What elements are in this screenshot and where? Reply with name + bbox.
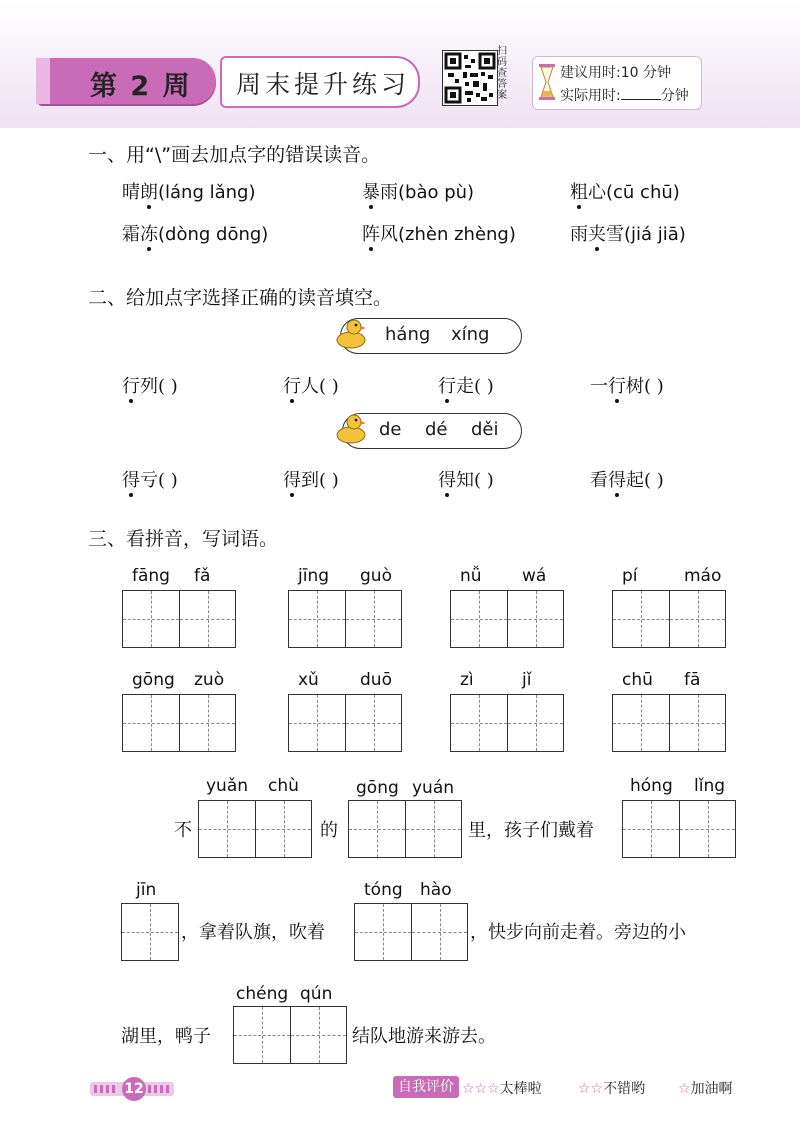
pinyin-label: jǐ bbox=[522, 670, 532, 690]
passage-text: 湖里，鸭子 bbox=[121, 1026, 211, 1047]
pinyin-label: yuǎn bbox=[206, 776, 249, 796]
pinyin-label: hào bbox=[420, 880, 452, 900]
s2-row2-item2[interactable]: 得到( ) bbox=[283, 470, 339, 491]
s2-row1-item2[interactable]: 行人( ) bbox=[283, 376, 339, 397]
option-dei: děi bbox=[471, 419, 499, 440]
writing-grid[interactable] bbox=[288, 694, 402, 752]
rating-good[interactable]: ☆☆不错哟 bbox=[578, 1081, 646, 1097]
s2-row2-item4[interactable]: 看得起( ) bbox=[590, 470, 664, 491]
option-hang: háng bbox=[385, 324, 431, 345]
star-icon: ☆☆ bbox=[578, 1081, 604, 1097]
pinyin-label: duō bbox=[360, 670, 392, 690]
writing-grid[interactable] bbox=[233, 1006, 347, 1064]
self-eval-label: 自我评价 bbox=[393, 1076, 459, 1098]
pinyin-label: guò bbox=[360, 566, 392, 586]
passage-text: 不 bbox=[174, 820, 192, 841]
writing-grid[interactable] bbox=[612, 694, 726, 752]
actual-time-blank[interactable] bbox=[621, 87, 661, 100]
passage-text: 结队地游来游去。 bbox=[352, 1026, 496, 1047]
option-xing: xíng bbox=[451, 324, 490, 345]
pinyin-label: pí bbox=[622, 566, 638, 586]
week-stripe bbox=[36, 58, 50, 104]
writing-grid[interactable] bbox=[288, 590, 402, 648]
writing-grid[interactable] bbox=[122, 590, 236, 648]
pinyin-label: fǎ bbox=[194, 566, 211, 586]
s1-item[interactable]: 暴雨(bào pù) bbox=[362, 182, 475, 203]
writing-grid[interactable] bbox=[122, 694, 236, 752]
passage-text: ，快步向前走着。旁边的小 bbox=[470, 922, 686, 943]
pinyin-label: chū bbox=[622, 670, 653, 690]
option-de2: dé bbox=[425, 419, 448, 440]
qr-label: 扫码查答案 bbox=[497, 46, 507, 101]
passage-text: ，拿着队旗，吹着 bbox=[181, 922, 325, 943]
pinyin-label: xǔ bbox=[298, 670, 319, 690]
s2-row2-item3[interactable]: 得知( ) bbox=[438, 470, 494, 491]
writing-grid[interactable] bbox=[450, 590, 564, 648]
pinyin-label: gōng bbox=[132, 670, 175, 690]
suggested-time: 建议用时:10 分钟 bbox=[560, 65, 671, 81]
pinyin-label: jīng bbox=[298, 566, 330, 586]
pinyin-label: qún bbox=[300, 984, 333, 1004]
pinyin-label: chù bbox=[268, 776, 299, 796]
week-tab bbox=[38, 58, 216, 104]
s2-row1-item4[interactable]: 一行树( ) bbox=[590, 376, 664, 397]
s1-item[interactable]: 雨夹雪(jiá jiā) bbox=[570, 224, 686, 245]
option-de: de bbox=[379, 419, 402, 440]
s2-row2-item1[interactable]: 得亏( ) bbox=[122, 470, 178, 491]
options-pill-2 bbox=[342, 413, 522, 449]
title-box bbox=[220, 56, 420, 108]
writing-grid[interactable] bbox=[348, 800, 462, 858]
pinyin-label: máo bbox=[684, 566, 722, 586]
pinyin-label: yuán bbox=[412, 778, 455, 798]
s2-row1-item3[interactable]: 行走( ) bbox=[438, 376, 494, 397]
s1-item[interactable]: 霜冻(dòng dōng) bbox=[122, 224, 269, 245]
week-label: 第 2 周 bbox=[90, 71, 192, 102]
section2-heading: 二、给加点字选择正确的读音填空。 bbox=[88, 287, 393, 309]
writing-grid[interactable] bbox=[450, 694, 564, 752]
s1-item[interactable]: 粗心(cū chū) bbox=[570, 182, 680, 203]
duck-icon bbox=[334, 316, 368, 350]
pinyin-label: nǚ bbox=[460, 566, 482, 586]
s2-row1-item1[interactable]: 行列( ) bbox=[122, 376, 178, 397]
pinyin-label: lǐng bbox=[694, 776, 726, 796]
actual-time: 实际用时: 分钟 bbox=[560, 88, 689, 104]
pinyin-label: zì bbox=[460, 670, 474, 690]
writing-grid[interactable] bbox=[198, 800, 312, 858]
page-title: 周末提升练习 bbox=[236, 70, 411, 99]
writing-grid[interactable] bbox=[121, 903, 179, 961]
writing-grid[interactable] bbox=[622, 800, 736, 858]
pinyin-label: fāng bbox=[132, 566, 170, 586]
pinyin-label: jīn bbox=[136, 880, 157, 900]
passage-text: 的 bbox=[320, 820, 338, 841]
hourglass-icon bbox=[538, 64, 556, 100]
pinyin-label: wá bbox=[522, 566, 547, 586]
pinyin-label: zuò bbox=[194, 670, 225, 690]
qr-code-icon[interactable] bbox=[442, 50, 498, 106]
page-number: 12 bbox=[122, 1077, 146, 1101]
section1-heading: 一、用“\”画去加点字的错误读音。 bbox=[88, 144, 381, 166]
pinyin-label: chéng bbox=[236, 984, 289, 1004]
pinyin-label: fā bbox=[684, 670, 701, 690]
pinyin-label: tóng bbox=[364, 880, 403, 900]
s1-item[interactable]: 晴朗(láng lǎng) bbox=[122, 182, 256, 203]
duck-icon bbox=[334, 411, 368, 445]
pinyin-label: gōng bbox=[356, 778, 399, 798]
star-icon: ☆ bbox=[678, 1081, 691, 1097]
writing-grid[interactable] bbox=[612, 590, 726, 648]
s1-item[interactable]: 阵风(zhèn zhèng) bbox=[362, 224, 516, 245]
pinyin-label: hóng bbox=[630, 776, 673, 796]
writing-grid[interactable] bbox=[354, 903, 468, 961]
rating-keep-going[interactable]: ☆加油啊 bbox=[678, 1081, 733, 1097]
section3-heading: 三、看拼音，写词语。 bbox=[88, 528, 279, 550]
rating-great[interactable]: ☆☆☆太棒啦 bbox=[462, 1081, 542, 1097]
passage-text: 里，孩子们戴着 bbox=[468, 820, 594, 841]
star-icon: ☆☆☆ bbox=[462, 1081, 500, 1097]
